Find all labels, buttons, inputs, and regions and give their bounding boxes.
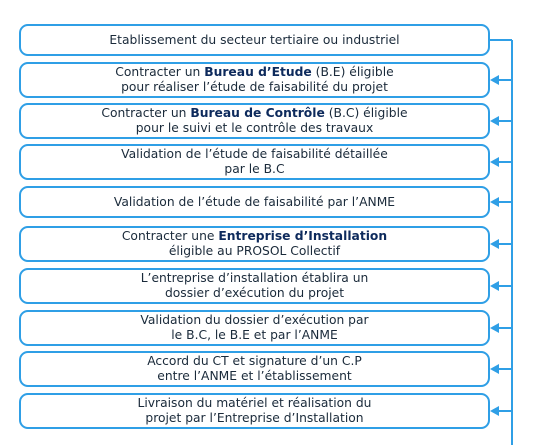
step-label-bold-part: Entreprise d’Installation	[218, 229, 388, 243]
process-step-label	[114, 195, 395, 210]
process-step-7	[19, 268, 490, 304]
process-step-label	[147, 354, 362, 384]
arrow-left-icon	[490, 197, 499, 207]
process-step-label	[122, 229, 387, 259]
step-label-part: (B.C) éligible pour le suivi et le contrôle des travaux	[135, 106, 408, 135]
process-step-8	[19, 310, 490, 346]
step-label-part: éligible au PROSOL Collectif	[168, 244, 341, 258]
process-step-10	[19, 393, 490, 429]
process-step-4	[19, 144, 490, 180]
step-label-part: Accord du CT et signature d’un C.P entre l’ANME et l’établissement	[147, 354, 362, 383]
process-step-label	[141, 271, 369, 301]
arrow-left-icon	[490, 157, 499, 167]
process-step-9	[19, 351, 490, 387]
step-label-part: Etablissement du secteur tertiaire ou industriel	[109, 32, 400, 47]
process-step-5	[19, 186, 490, 218]
arrow-left-icon	[490, 75, 499, 85]
step-label-part: Validation de l’étude de faisabilité détaillée par le B.C	[121, 147, 388, 176]
arrow-left-icon	[490, 239, 499, 249]
arrow-left-icon	[490, 364, 499, 374]
process-step-label	[121, 147, 388, 177]
process-step-3	[19, 103, 490, 139]
step-label-part: Contracter un	[101, 106, 191, 120]
step-label-part: Contracter un	[115, 65, 205, 79]
process-step-2	[19, 62, 490, 98]
step-label-part: Contracter une	[121, 229, 219, 243]
step-label-part: Livraison du matériel et réalisation du projet par l’Entreprise d’Installation	[137, 396, 372, 425]
step-label-part: (B.E) éligible pour réaliser l’étude de faisabilité du projet	[121, 65, 394, 94]
step-label-bold-part: Bureau de Contrôle	[190, 106, 325, 120]
process-step-label	[109, 33, 399, 48]
step-label-bold-part: Bureau d’Etude	[204, 65, 312, 79]
process-step-label	[101, 106, 407, 136]
arrow-left-icon	[490, 323, 499, 333]
arrow-left-icon	[490, 406, 499, 416]
process-step-label	[115, 65, 393, 95]
process-step-label	[138, 396, 372, 426]
arrow-left-icon	[490, 281, 499, 291]
step-label-part: L’entreprise d’installation établira un dossier d’exécution du projet	[140, 271, 369, 300]
process-step-6	[19, 226, 490, 262]
process-step-label	[140, 313, 368, 343]
step-label-part: Validation de l’étude de faisabilité par l’ANME	[113, 194, 396, 209]
process-step-1	[19, 24, 490, 56]
step-label-part: Validation du dossier d’exécution par le B.C, le B.E et par l’ANME	[140, 313, 369, 342]
arrow-left-icon	[490, 116, 499, 126]
